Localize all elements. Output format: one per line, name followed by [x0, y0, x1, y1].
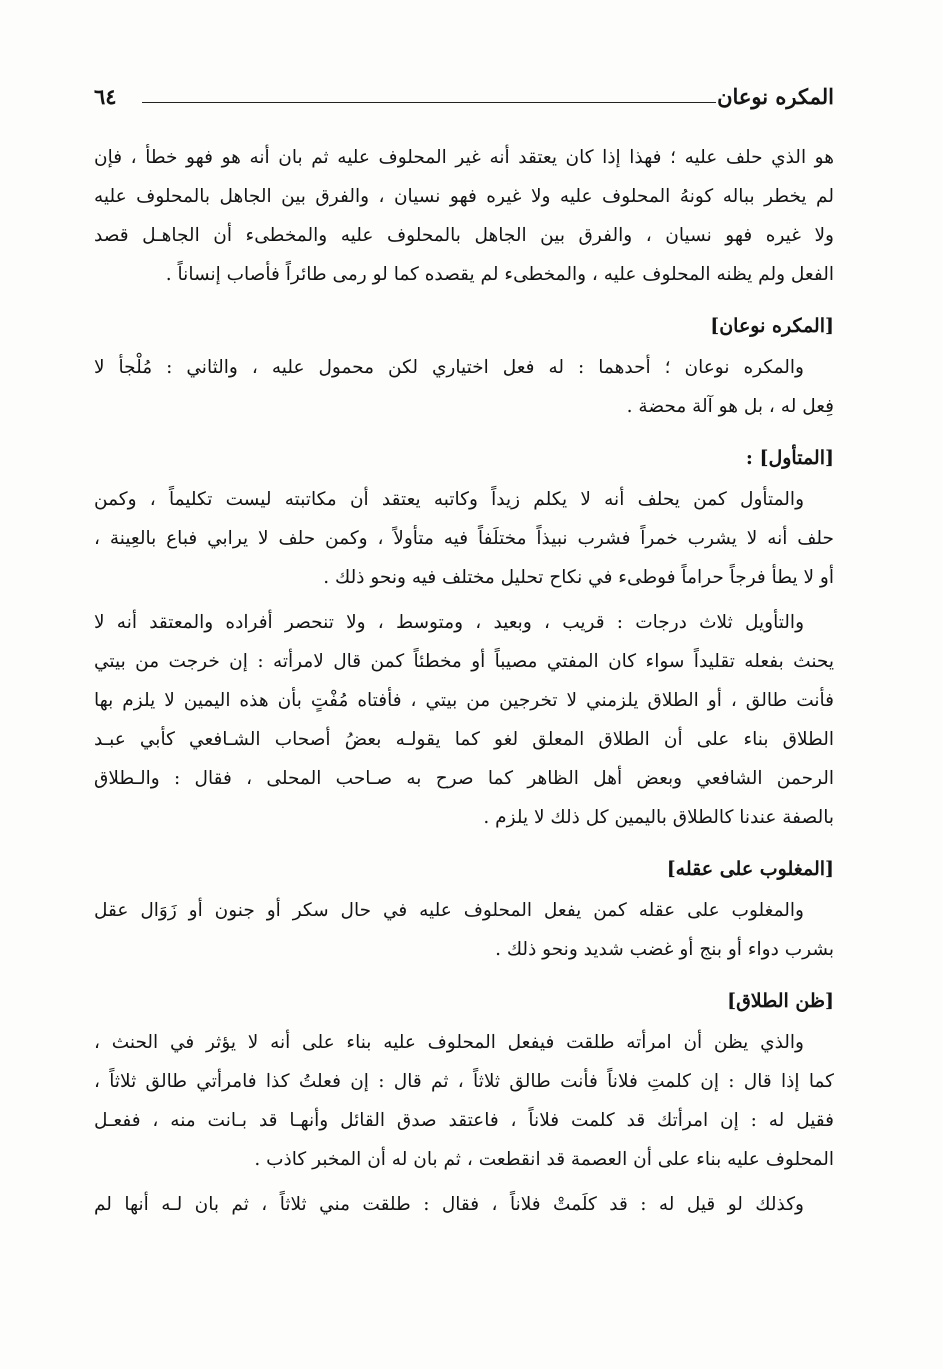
- paragraph-divorce-assumption: [94, 1023, 834, 1179]
- text-line: هو الذي حلف عليه ؛ فهذا إذا كان يعتقد أنه غير المحلوف عليه ثم بان أنه هو فهو خطأ ، فإن: [94, 147, 834, 168]
- page-number: ٦٤: [94, 84, 117, 109]
- text-line: والمغلوب على عقله كمن يفعل المحلوف عليه في حال سكر أو جنون أو زَوَال عقل: [94, 900, 804, 921]
- text-line: أو لا يطأ فرجاً حراماً فوطىء في نكاح تحليل مختلف فيه ونحو ذلك .: [323, 567, 834, 588]
- text-line: المحلوف عليه بناء على أن العصمة قد انقطعت ، ثم بان له أن المخبر كاذب .: [254, 1149, 834, 1170]
- paragraph-interpreter: [94, 480, 834, 597]
- running-title: المكره نوعان: [717, 84, 834, 109]
- text-line: وكذلك لو قيل له : قد كلَمتْ فلاناً ، فقال : طلقت مني ثلاثاً ، ثم بان لـه أنها لم: [94, 1194, 804, 1215]
- text-line: فأنت طالق ، أو الطلاق يلزمني لا تخرجين من بيتي ، فأفتاه مُفْتٍ بأن هذه اليمين لا يلزم بها: [94, 690, 834, 711]
- text-line: ولا غيره فهو نسيان ، والفرق بين الجاهل بالمحلوف عليه والمخطىء أن الجاهـل قصد: [94, 225, 834, 246]
- paragraph-likewise: [94, 1185, 834, 1224]
- text-line: بشرب دواء أو بنج أو غضب شديد ونحو ذلك .: [495, 939, 834, 960]
- paragraph-interpretation-degrees: [94, 603, 834, 837]
- text-line: يحنث بفعله تقليداً سواء كان المفتي مصيباً أو مخطئاً كمن قال لامرأته : إن خرجت من بيتي: [94, 651, 834, 672]
- text-line: والمكره نوعان ؛ أحدهما : له فعل اختياري لكن محمول عليه ، والثاني : مُلْجأ لا: [94, 357, 804, 378]
- running-header: [94, 82, 834, 114]
- text-line: فقيل له : إن امرأتك قد كلمت فلاناً ، فاعتقد صدق القائل وأنهـا قد بـانت منه ، ففعـل: [94, 1110, 834, 1131]
- paragraph-coerced: [94, 348, 834, 426]
- section-heading-coerced: [المكره نوعان]: [710, 315, 834, 337]
- text-line: الفعل ولم يظنه المحلوف عليه ، والمخطىء لم يقصده كما لو رمى طائراً فأصاب إنساناً .: [165, 264, 834, 285]
- text-line: لم يخطر بباله كونهُ المحلوف عليه ولا غيره فهو نسيان ، والفرق بين الجاهل بالمحلوف عليه: [94, 186, 834, 207]
- section-heading-divorce-assumption: [ظن الطلاق]: [727, 990, 834, 1012]
- page-body: [94, 138, 834, 1230]
- header-rule: [142, 102, 716, 103]
- paragraph-continuation: [94, 138, 834, 294]
- section-heading-overcome-mind: [المغلوب على عقله]: [666, 858, 834, 880]
- section-heading-interpreter: [المتأول] :: [745, 447, 834, 469]
- paragraph-overcome-mind: [94, 891, 834, 969]
- text-line: بالصفة عندنا كالطلاق باليمين كل ذلك لا يلزم .: [483, 807, 834, 828]
- text-line: فِعل له ، بل هو آلة محضة .: [626, 396, 834, 417]
- text-line: كما إذا قال : إن كلمتِ فلاناً فأنت طالق ثلاثاً ، ثم قال : إن فعلتُ كذا فامرأتي طالق ثلاثاً ،: [94, 1071, 834, 1092]
- text-line: الرحمن الشافعي وبعض أهل الظاهر كما صرح به صـاحب المحلى ، فقال : والـطلاق: [94, 768, 834, 789]
- text-line: والمتأول كمن يحلف أنه لا يكلم زيداً وكاتبه يعتقد أن مكاتبته ليست تكليماً ، وكمن: [94, 489, 805, 510]
- text-line: الطلاق بناء على أن الطلاق المعلق لغو كما يقولـه بعضُ أصحاب الشـافعي كأبي عبـد: [94, 729, 834, 750]
- text-line: والتأويل ثلاث درجات : قريب ، وبعيد ، ومتوسط ، ولا تنحصر أفراده والمعتقد أنه لا: [94, 612, 804, 633]
- text-line: حلف أنه لا يشرب خمراً فشرب نبيذاً مختلَفاً فيه متأولاً ، وكمن حلف لا يرابي فباع بالعِينة ،: [94, 528, 834, 549]
- text-line: والذي يظن أن امرأته طلقت فيفعل المحلوف عليه بناء على أنه لا يؤثر في الحنث ،: [94, 1032, 804, 1053]
